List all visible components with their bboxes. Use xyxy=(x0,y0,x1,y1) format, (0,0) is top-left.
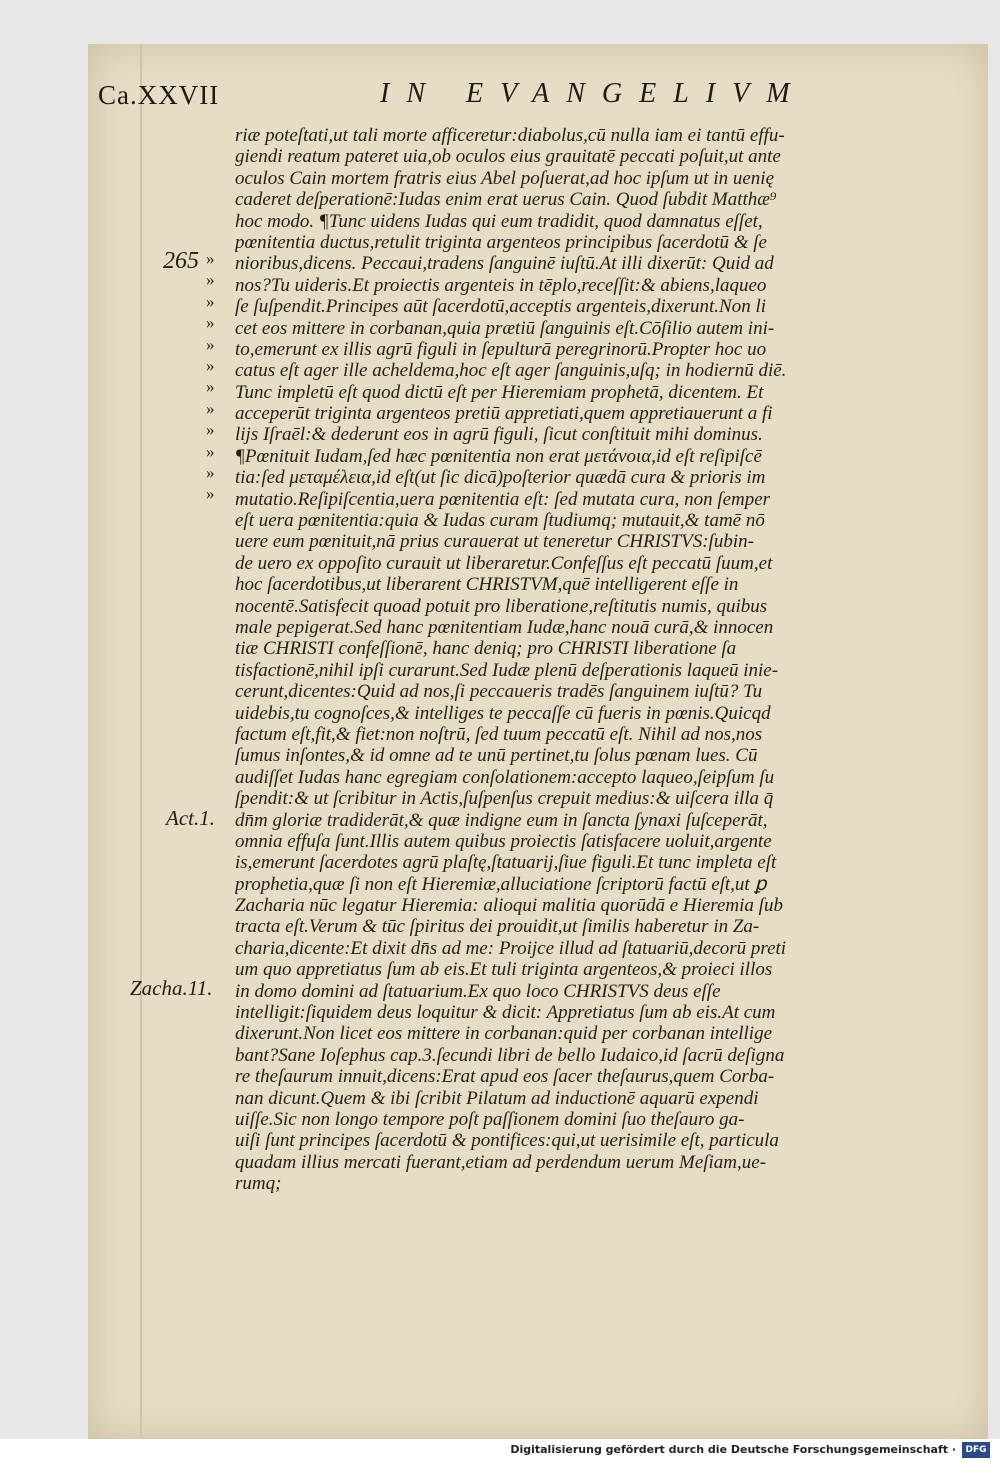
margin-number: 265 xyxy=(163,248,199,274)
text-line: Tunc impletū eſt quod dictū eſt per Hieremiam prophetā, dicentem. Et xyxy=(235,381,764,403)
text-line: Zacharia nūc legatur Hieremia: alioqui malitia quorūdā e Hieremia ſub xyxy=(235,895,783,917)
text-line: riæ poteſtati,ut tali morte afficeretur:diabolus,cū nulla iam ei tantū effu- xyxy=(235,125,785,146)
text-line: bant?Sane Ioſephus cap.3.ſecundi libri de bello Iudaico,id ſacrū deſigna xyxy=(235,1044,785,1066)
quote-mark: » xyxy=(206,484,215,504)
text-line: uere eum pœnituit,nā prius curauerat ut teneretur CHRISTVS:ſubin- xyxy=(235,531,754,553)
body-text xyxy=(235,125,965,1195)
quote-mark: » xyxy=(206,377,215,397)
margin-note-zacharia: Zacha.11. xyxy=(130,976,213,1000)
text-line: pœnitentia ductus,retulit triginta argenteos principibus ſacerdotū & ſe xyxy=(235,231,767,253)
quote-mark: » xyxy=(206,334,215,354)
text-line: uiſi ſunt principes ſacerdotū & pontifices:qui,ut uerisimile eſt, particula xyxy=(235,1130,779,1152)
quote-mark: » xyxy=(206,355,215,375)
text-line: nocentē.Satisfecit quoad potuit pro liberatione,reſtitutis numis, quibus xyxy=(235,595,768,617)
text-line: to,emerunt ex illis agrū figuli in ſepulturā peregrinorū.Propter hoc uo xyxy=(235,338,767,360)
gutter-rule xyxy=(140,44,142,1439)
funding-note: Digitalisierung gefördert durch die Deutsche Forschungsgemeinschaft · xyxy=(510,1443,956,1456)
text-line: acceperūt triginta argenteos pretiū appretiati,quem appretiauerunt a fi xyxy=(235,403,773,425)
text-line: hoc modo. ¶Tunc uidens Iudas qui eum tradidit, quod damnatus eſſet, xyxy=(235,210,763,232)
text-line: caderet deſperationē:Iudas enim erat uerus Cain. Quod ſubdit Matthæ⁹ xyxy=(235,189,777,211)
text-line: rumq; xyxy=(235,1173,282,1195)
text-line: oculos Cain mortem fratris eius Abel poſuerat,ad hoc ipſum ut in uenię xyxy=(235,167,775,189)
text-line: catus eſt ager ille acheldema,hoc eſt ager ſanguinis,uſq; in hodiernū diē. xyxy=(235,360,787,382)
text-line: cerunt,dicentes:Quid ad nos,ſi peccaueris tradēs ſanguinem iuſtū? Tu xyxy=(235,681,763,703)
text-line: ſe ſuſpendit.Principes aūt ſacerdotū,acceptis argenteis,dixerunt.Non li xyxy=(235,296,767,318)
text-line: nioribus,dicens. Peccaui,tradens ſanguinē iuſtū.At illi dixerūt: Quid ad xyxy=(235,253,774,275)
text-line: cet eos mittere in corbanan,quia prætiū ſanguinis eſt.Cōſilio autem ini- xyxy=(235,317,775,339)
text-line: is,emerunt ſacerdotes agrū plaſtę,ſtatuarij,ſiue figuli.Et tunc impleta eſt xyxy=(235,852,777,874)
text-line: uidebis,tu cognoſces,& intelliges te peccaſſe cū fueris in pœnis.Quicqd xyxy=(235,702,771,724)
text-line: omnia effuſa ſunt.Illis autem quibus proiectis ſatisfacere uoluit,argente xyxy=(235,830,772,852)
quote-mark: » xyxy=(206,270,215,290)
book-page xyxy=(88,44,988,1439)
text-line: dn̄m gloriæ tradiderāt,& quæ indigne eum in ſancta ſynaxi ſuſceperāt, xyxy=(235,809,768,831)
quotation-marks-column xyxy=(206,248,232,505)
text-line: eſt uera pœnitentia:quia & Iudas curam ſtudiumq; mutauit,& tamē nō xyxy=(235,510,765,532)
dfg-logo: DFG xyxy=(962,1442,990,1458)
quote-mark: » xyxy=(206,249,215,268)
text-line: audiſſet Iudas hanc egregiam conſolationem:accepto laqueo,ſeipſum ſu xyxy=(235,766,775,788)
text-line: um quo appretiatus ſum ab eis.Et tuli triginta argenteos,& proieci illos xyxy=(235,959,773,981)
chapter-heading: Ca.XXVII xyxy=(98,80,220,110)
text-line: male pepigerat.Sed hanc pœnitentiam Iudæ,hanc nouā curā,& innocen xyxy=(235,616,774,638)
text-line: in domo domini ad ſtatuarium.Ex quo loco CHRISTVS deus eſſe xyxy=(235,980,721,1002)
text-line: tisfactionē,nihil ipſi curarunt.Sed Iudæ plenū deſperationis laqueū inie- xyxy=(235,659,779,681)
quote-mark: » xyxy=(206,313,215,333)
text-line: tiæ CHRISTI confeſſionē, hanc deniq; pro CHRISTI liberatione ſa xyxy=(235,638,737,660)
text-line: giendi reatum pateret uia,ob oculos eius grauitatē peccati poſuit,ut ante xyxy=(235,146,781,168)
running-title: IN EVANGELIVM xyxy=(380,78,807,109)
text-line: re theſaurum innuit,dicens:Erat apud eos ſacer theſaurus,quem Corba- xyxy=(235,1066,775,1088)
text-line: uiſſe.Sic non longo tempore poſt paſſionem domini ſuo theſauro ga- xyxy=(235,1108,745,1130)
quote-mark: » xyxy=(206,291,215,311)
text-line: de uero ex oppoſito curauit ut liberaretur.Confeſſus eſt peccatū ſuum,et xyxy=(235,552,773,574)
text-line: intelligit:ſiquidem deus loquitur & dicit: Appretiatus ſum ab eis.At cum xyxy=(235,1002,776,1024)
text-line: dixerunt.Non licet eos mittere in corbanan:quid per corbanan intellige xyxy=(235,1023,773,1045)
text-line: ſpendit:& ut ſcribitur in Actis,ſuſpenſus crepuit medius:& uiſcera illa q̄ xyxy=(235,788,774,810)
quote-mark: » xyxy=(206,398,215,418)
text-line: nan dicunt.Quem & ibi ſcribit Pilatum ad inductionē aquarū expendi xyxy=(235,1087,759,1109)
text-line: prophetia,quæ ſi non eſt Hieremiæ,alluciatione ſcriptorū factū eſt,ut ꝑ xyxy=(235,873,767,895)
text-line: hoc ſacerdotibus,ut liberarent CHRISTVM,quē intelligerent eſſe in xyxy=(235,574,739,596)
text-line: tracta eſt.Verum & tūc ſpiritus dei prouidit,ut ſimilis haberetur in Za- xyxy=(235,916,760,938)
text-line: ¶Pœnituit Iudam,ſed hæc pœnitentia non erat μετάνοια,id eſt reſipiſcē xyxy=(235,445,762,467)
text-line: quadam illius mercati fuerant,etiam ad perdendum uerum Meſiam,ue- xyxy=(235,1151,767,1173)
text-line: charia,dicente:Et dixit dn̄s ad me: Proijce illud ad ſtatuariū,decorū preti xyxy=(235,937,787,959)
text-line: ſumus inſontes,& id omne ad te unū pertinet,tu ſolus pœnam lues. Cū xyxy=(235,745,758,767)
quote-mark: » xyxy=(206,441,215,461)
margin-note-acts: Act.1. xyxy=(166,806,215,830)
text-line: tia:ſed μεταμέλεια,id eſt(ut ſic dicā)poſterior quædā cura & prioris im xyxy=(235,467,766,489)
quote-mark: » xyxy=(206,462,215,482)
text-line: lijs Iſraēl:& dederunt eos in agrū figuli, ſicut conſtituit mihi dominus. xyxy=(235,424,763,446)
text-line: mutatio.Reſipiſcentia,uera pœnitentia eſt: ſed mutata cura, non ſemper xyxy=(235,488,771,510)
quote-mark: » xyxy=(206,420,215,440)
text-line: nos?Tu uideris.Et proiectis argenteis in tēplo,receſſit:& abiens,laqueo xyxy=(235,274,767,296)
text-line: factum eſt,fit,& fiet:non noſtrū, ſed tuum peccatū eſt. Nihil ad nos,nos xyxy=(235,723,763,745)
